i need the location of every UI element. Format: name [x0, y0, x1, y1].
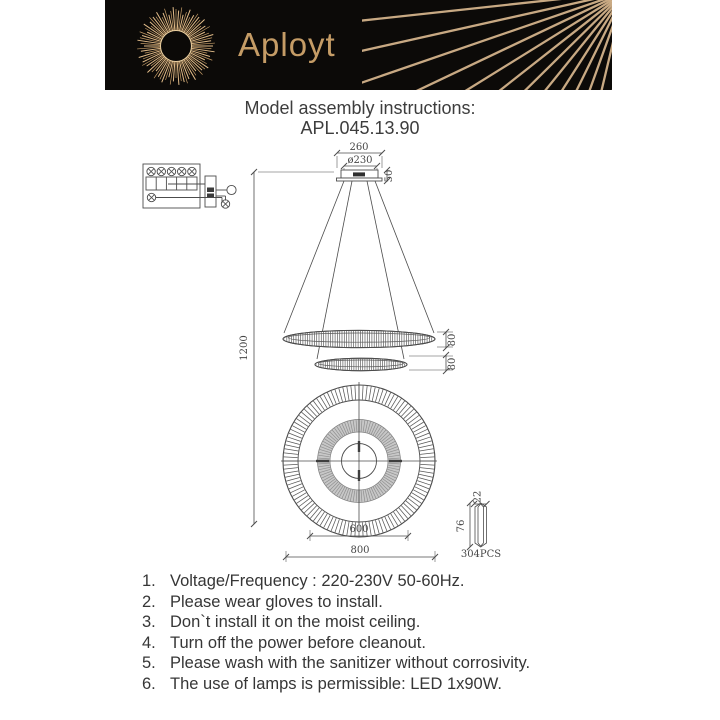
side-view-rings — [283, 330, 435, 370]
dim-outer-ring-diameter: 800 — [350, 545, 370, 556]
instructions-list — [142, 571, 622, 695]
model-code: APL.045.13.90 — [300, 118, 420, 138]
instruction-item: 5. Please wash with the sanitizer without corrosivity. — [142, 654, 531, 673]
lamp-symbol — [227, 185, 236, 194]
dim-crystal-width: 22 — [472, 490, 484, 504]
instruction-item: 1. Voltage/Frequency : 220-230V 50-60Hz. — [142, 572, 465, 590]
brand-wordmark: Aployt — [238, 26, 336, 63]
instruction-item: 3. Don`t install it on the moist ceiling. — [142, 613, 421, 632]
dim-canopy-width: 260 — [349, 142, 369, 153]
ceiling-canopy — [337, 170, 383, 181]
dim-canopy-height: 50 — [384, 169, 395, 183]
dim-canopy-diameter: ø230 — [347, 155, 373, 166]
instruction-item: 2. Please wear gloves to install. — [142, 592, 383, 611]
page-title: Model assembly instructions: — [244, 98, 476, 118]
dim-upper-ring-height: 80 — [447, 333, 458, 347]
plan-view — [281, 382, 437, 537]
instruction-item: 6. The use of lamps is permissible: LED 1x90W. — [142, 674, 502, 693]
crystal-detail — [475, 503, 487, 547]
dim-crystal-height: 76 — [456, 519, 467, 533]
wiring-diagram — [143, 164, 236, 208]
crystal-quantity-label: 304PCS — [460, 549, 502, 560]
dim-lower-ring-height: 80 — [447, 357, 458, 371]
dim-drop-height: 1200 — [239, 335, 250, 361]
dim-inner-ring-diameter: 600 — [349, 524, 369, 535]
instruction-item: 4. Turn off the power before cleanout. — [142, 633, 426, 652]
